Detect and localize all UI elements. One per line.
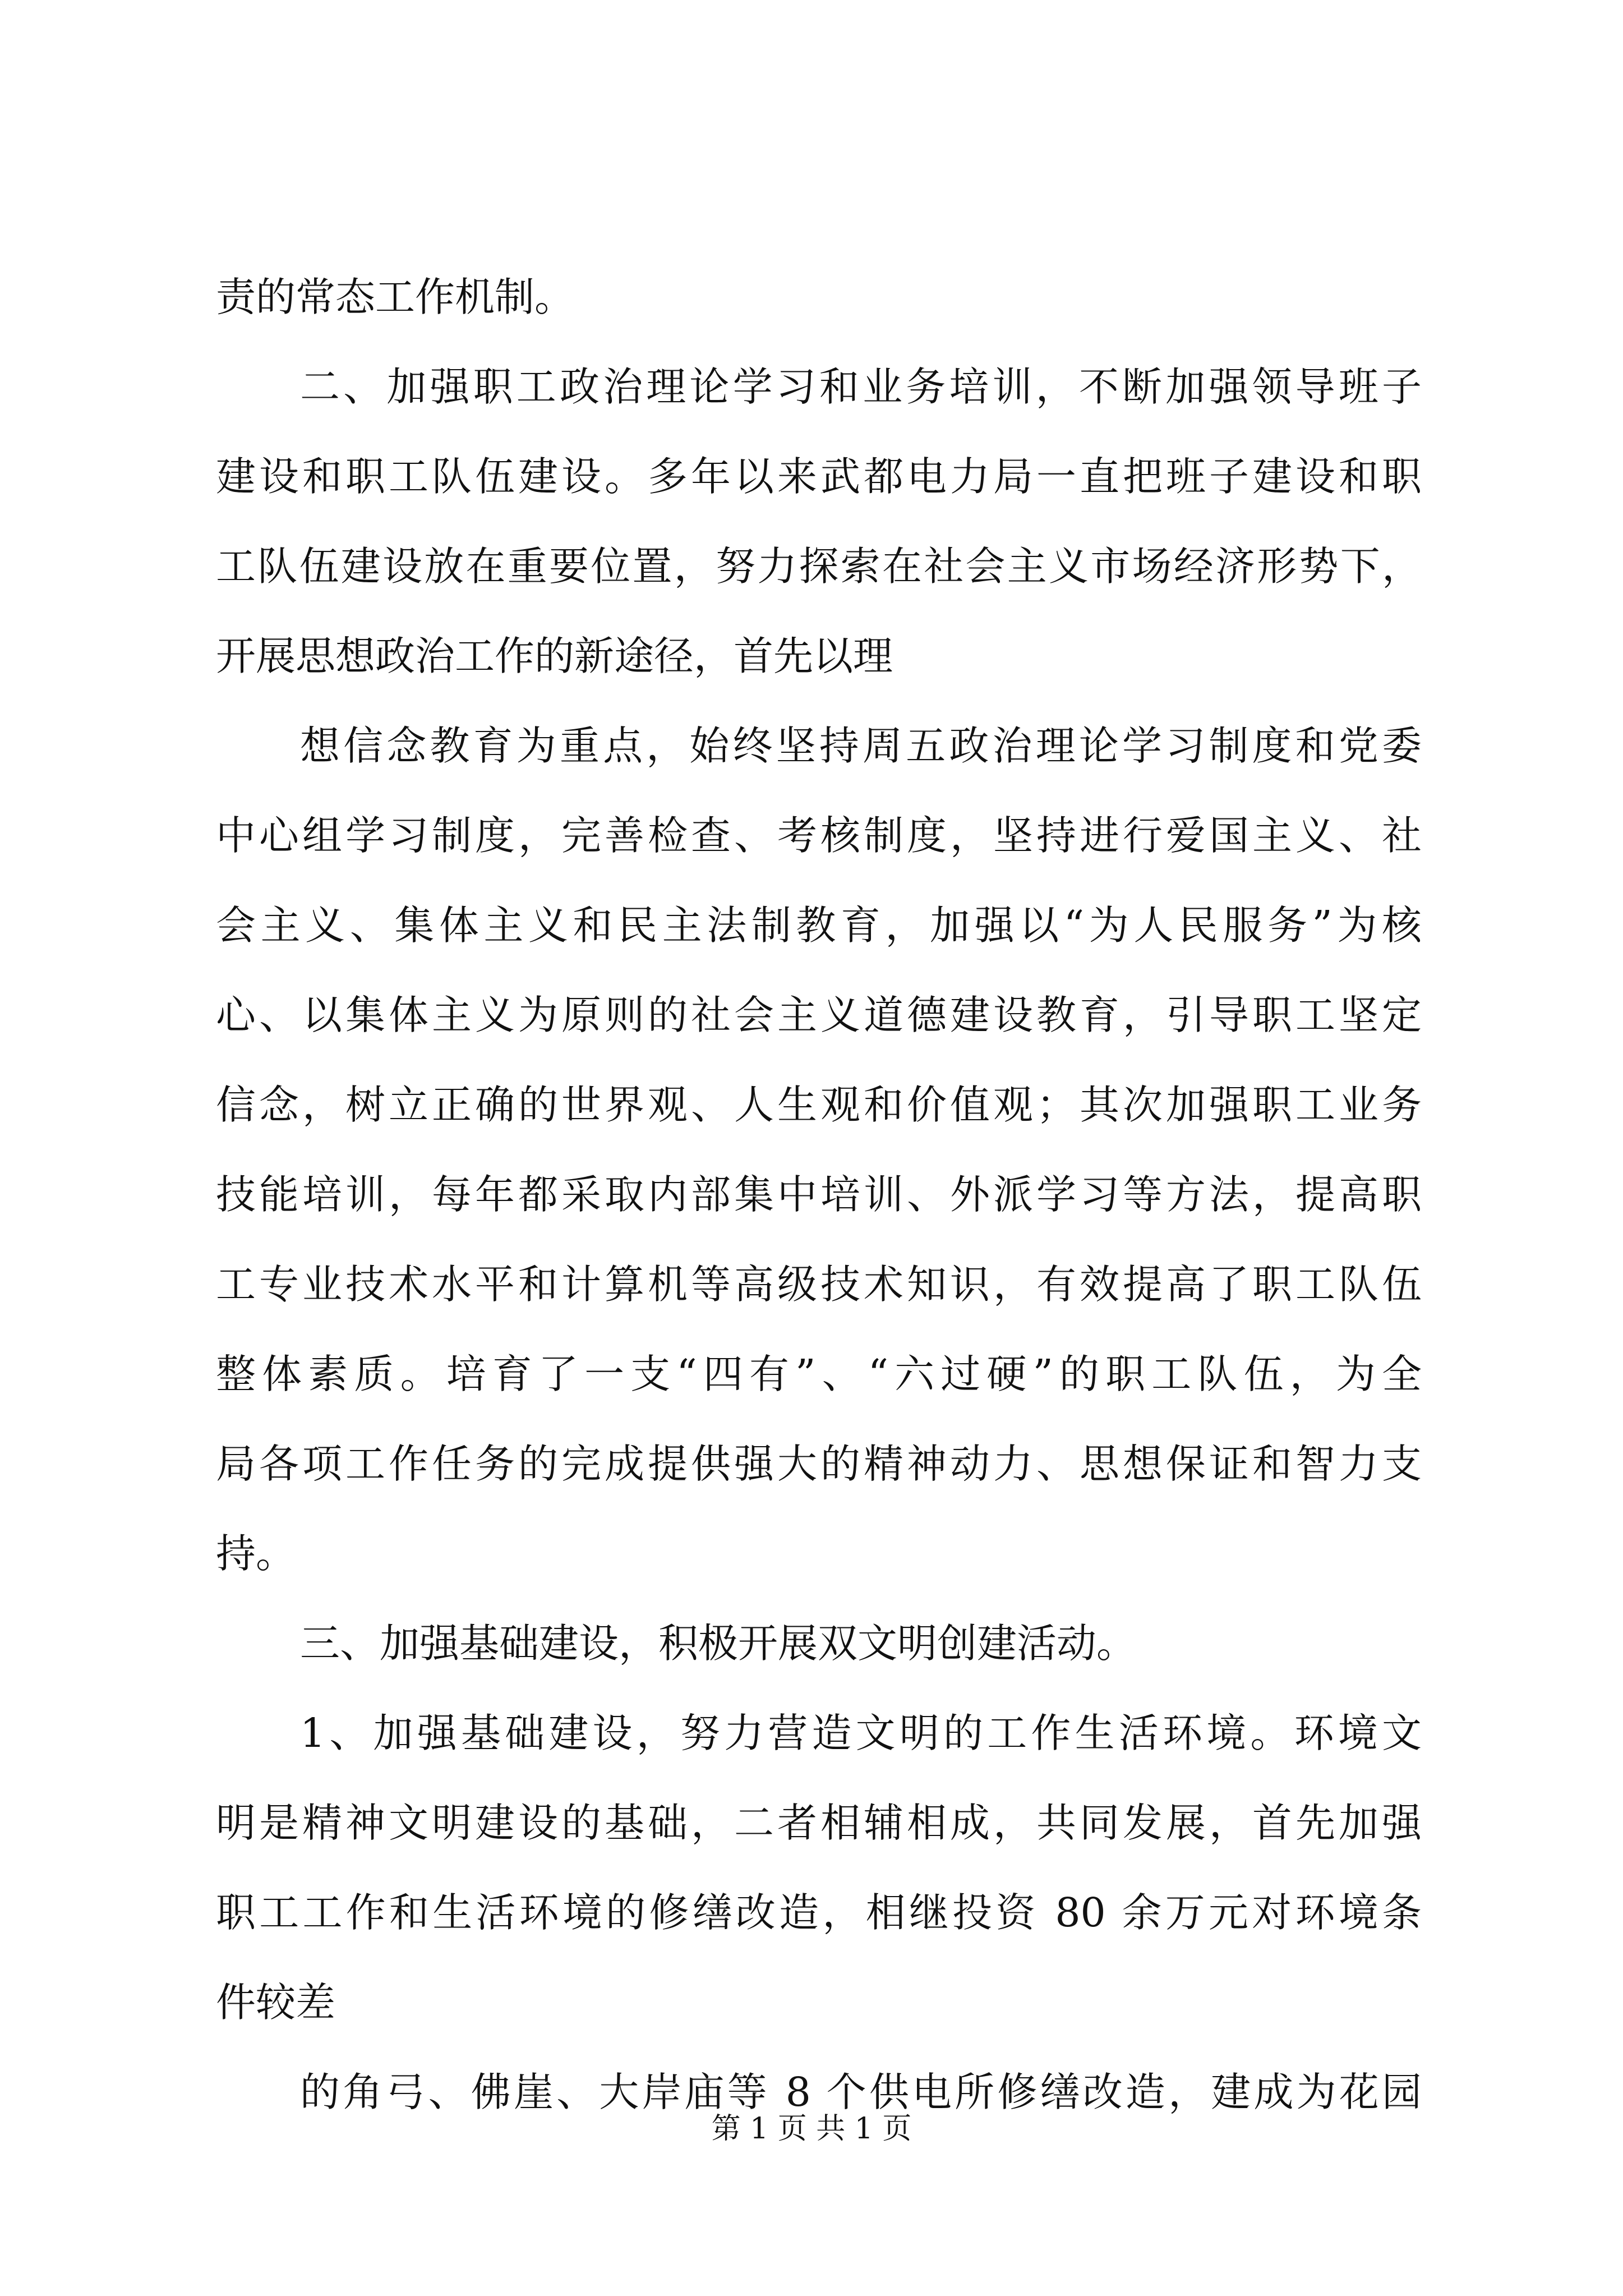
page-footer: 第 1 页 共 1 页 bbox=[711, 2112, 912, 2146]
text-line: 件较差 bbox=[216, 1979, 336, 2026]
body-text bbox=[216, 252, 1422, 2137]
text-line: 信念，树立正确的世界观、人生观和价值观；其次加强职工业务 bbox=[216, 1082, 1422, 1128]
text-line: 局各项工作任务的完成提供强大的精神动力、思想保证和智力支 bbox=[216, 1441, 1422, 1487]
text-line: 整体素质。培育了一支“四有”、“六过硬”的职工队伍，为全 bbox=[216, 1351, 1422, 1397]
text-line: 1、加强基础建设，努力营造文明的工作生活环境。环境文 bbox=[300, 1710, 1422, 1756]
text-line: 工队伍建设放在重要位置，努力探索在社会主义市场经济形势下， bbox=[216, 543, 1422, 590]
text-line: 开展思想政治工作的新途径，首先以理 bbox=[216, 633, 893, 679]
text-line: 心、以集体主义为原则的社会主义道德建设教育，引导职工坚定 bbox=[216, 992, 1422, 1038]
text-line: 职工工作和生活环境的修缮改造，相继投资 80 余万元对环境条 bbox=[216, 1889, 1422, 1936]
text-line: 中心组学习制度，完善检查、考核制度，坚持进行爱国主义、社 bbox=[216, 812, 1422, 859]
text-line: 明是精神文明建设的基础，二者相辅相成，共同发展，首先加强 bbox=[216, 1800, 1422, 1846]
text-line: 会主义、集体主义和民主法制教育，加强以“为人民服务”为核 bbox=[216, 902, 1422, 949]
text-line: 技能培训，每年都采取内部集中培训、外派学习等方法，提高职 bbox=[216, 1171, 1422, 1218]
text-line: 的角弓、佛崖、大岸庙等 8 个供电所修缮改造，建成为花园 bbox=[300, 2069, 1422, 2115]
text-line: 责的常态工作机制。 bbox=[216, 274, 575, 320]
text-line: 持。 bbox=[216, 1530, 296, 1577]
text-line: 三、加强基础建设，积极开展双文明创建活动。 bbox=[300, 1620, 1137, 1667]
text-line: 工专业技术水平和计算机等高级技术知识，有效提高了职工队伍 bbox=[216, 1261, 1422, 1308]
text-line: 建设和职工队伍建设。多年以来武都电力局一直把班子建设和职 bbox=[216, 453, 1422, 500]
text-line: 想信念教育为重点，始终坚持周五政治理论学习制度和党委 bbox=[300, 723, 1422, 769]
text-line: 二、加强职工政治理论学习和业务培训，不断加强领导班子 bbox=[300, 364, 1422, 410]
